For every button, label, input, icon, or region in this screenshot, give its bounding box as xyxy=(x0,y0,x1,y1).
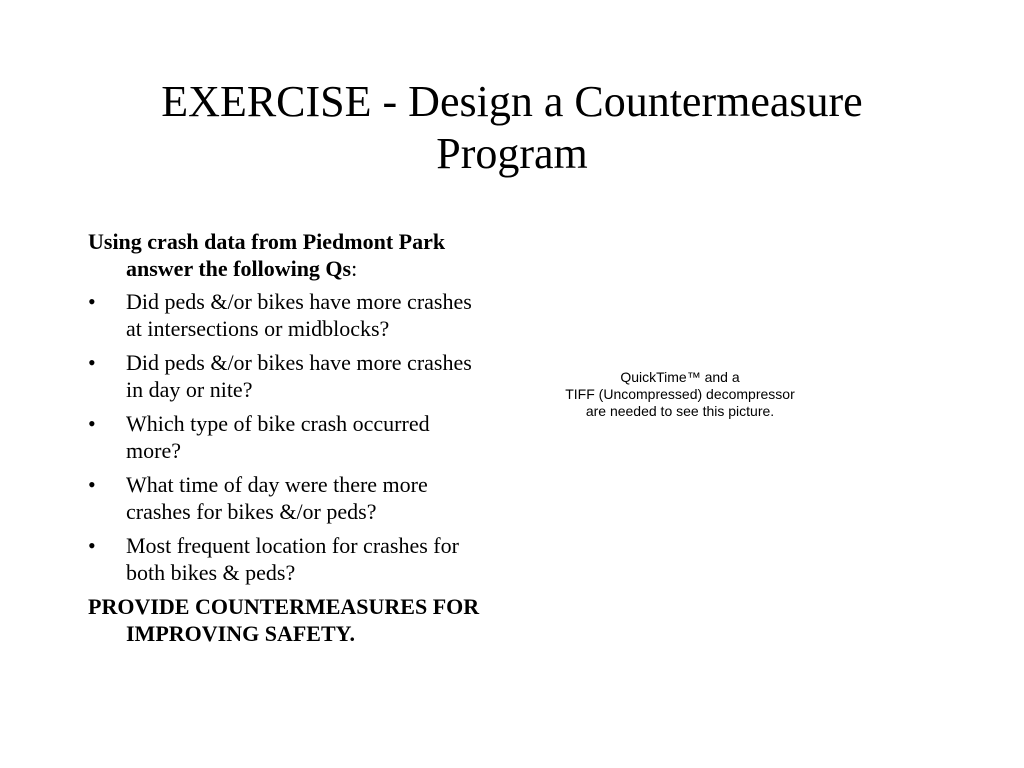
slide-body xyxy=(88,228,488,647)
closing-instruction: PROVIDE COUNTERMEASURES FOR IMPROVING SAFETY. xyxy=(88,594,480,646)
slide-title-line-1: EXERCISE - Design a Countermeasure xyxy=(161,77,863,126)
question-item xyxy=(88,288,488,342)
question-item xyxy=(88,349,488,403)
bullet-mark: • xyxy=(88,289,96,314)
question-text: What time of day were there more crashes for bikes &/or peds? xyxy=(126,472,428,524)
bullet-mark: • xyxy=(88,411,96,436)
bullet-mark: • xyxy=(88,350,96,375)
slide-title-line-2: Program xyxy=(436,129,588,178)
bullet-mark: • xyxy=(88,472,96,497)
missing-image-placeholder xyxy=(530,369,830,420)
question-list xyxy=(88,288,488,586)
intro-text xyxy=(88,228,488,282)
placeholder-line-2: TIFF (Uncompressed) decompressor xyxy=(565,386,795,402)
question-text: Most frequent location for crashes for both bikes & peds? xyxy=(126,533,459,585)
question-item xyxy=(88,471,488,525)
question-text: Which type of bike crash occurred more? xyxy=(126,411,430,463)
intro-bold-text: Using crash data from Piedmont Park answer the following Qs xyxy=(88,229,446,281)
placeholder-line-1: QuickTime™ and a xyxy=(620,369,740,385)
question-text: Did peds &/or bikes have more crashes at intersections or midblocks? xyxy=(126,289,472,341)
intro-colon: : xyxy=(351,256,358,281)
question-item xyxy=(88,410,488,464)
question-text: Did peds &/or bikes have more crashes in day or nite? xyxy=(126,350,472,402)
placeholder-line-3: are needed to see this picture. xyxy=(585,403,775,419)
slide-title xyxy=(0,76,1024,180)
bullet-mark: • xyxy=(88,533,96,558)
question-item xyxy=(88,532,488,586)
